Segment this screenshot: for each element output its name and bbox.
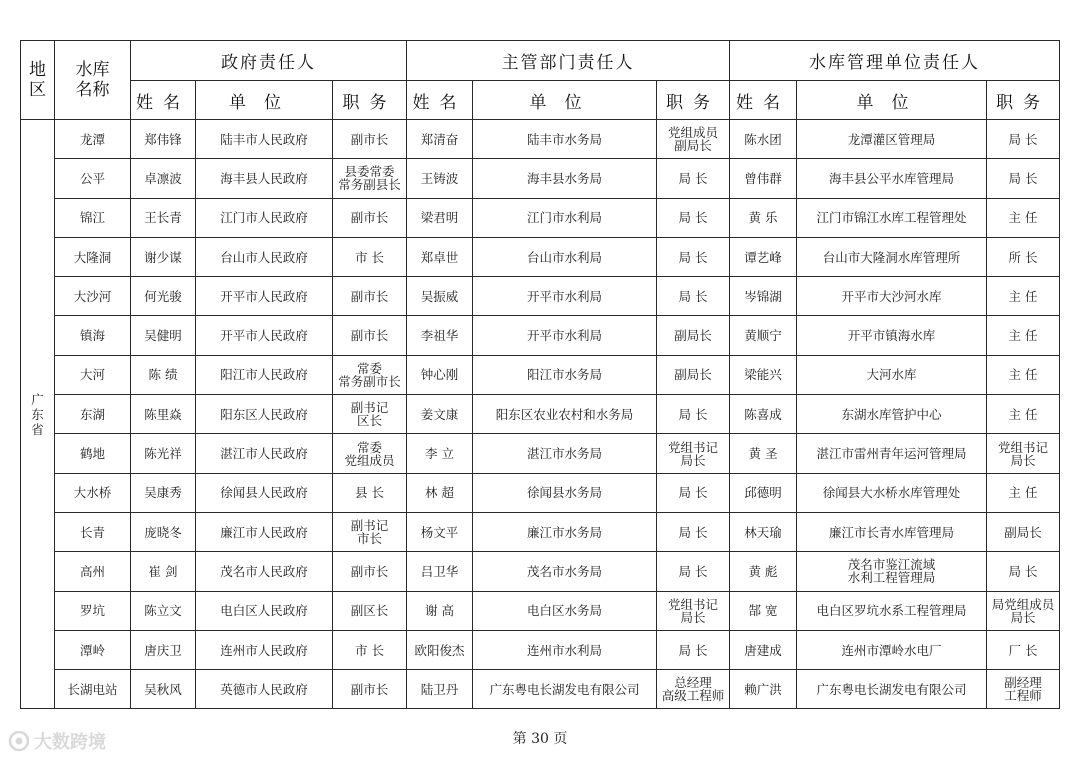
dept-name-cell: 郑卓世 — [407, 237, 473, 276]
table-row — [21, 512, 1060, 551]
gov-name-cell: 吴秋风 — [131, 670, 196, 709]
mgr-name-cell: 郜 宽 — [730, 591, 797, 630]
dept-title-cell: 党组书记 局长 — [657, 591, 730, 630]
gov-name-cell: 吴康秀 — [131, 473, 196, 512]
dept-unit-cell: 陆丰市水务局 — [473, 120, 657, 159]
dept-name-cell: 欧阳俊杰 — [407, 630, 473, 669]
header-mgr-name: 姓名 — [730, 81, 797, 120]
mgr-title-cell: 主 任 — [987, 198, 1060, 237]
gov-unit-cell: 连州市人民政府 — [196, 630, 333, 669]
dept-title-cell: 局 长 — [657, 198, 730, 237]
header-unit-group: 水库管理单位责任人 — [730, 41, 1060, 81]
dept-unit-cell: 湛江市水务局 — [473, 434, 657, 473]
gov-title-cell: 常委 党组成员 — [333, 434, 407, 473]
gov-unit-cell: 阳东区人民政府 — [196, 395, 333, 434]
mgr-title-cell: 主 任 — [987, 316, 1060, 355]
table-row — [21, 591, 1060, 630]
reservoir-name-cell: 东湖 — [55, 395, 131, 434]
reservoir-name-cell: 大水桥 — [55, 473, 131, 512]
gov-unit-cell: 台山市人民政府 — [196, 237, 333, 276]
mgr-name-cell: 黄 彪 — [730, 552, 797, 591]
dept-title-cell: 局 长 — [657, 630, 730, 669]
mgr-unit-cell: 开平市镇海水库 — [797, 316, 987, 355]
mgr-unit-cell: 江门市锦江水库工程管理处 — [797, 198, 987, 237]
mgr-name-cell: 陈喜成 — [730, 395, 797, 434]
region-cell — [21, 120, 55, 709]
mgr-unit-cell: 连州市潭岭水电厂 — [797, 630, 987, 669]
reservoir-name-cell: 公平 — [55, 159, 131, 198]
mgr-title-cell: 厂 长 — [987, 630, 1060, 669]
mgr-unit-cell: 大河水库 — [797, 355, 987, 394]
mgr-name-cell: 赖广洪 — [730, 670, 797, 709]
gov-title-cell: 副市长 — [333, 120, 407, 159]
reservoir-name-cell: 罗坑 — [55, 591, 131, 630]
mgr-unit-cell: 电白区罗坑水系工程管理局 — [797, 591, 987, 630]
mgr-title-cell: 所 长 — [987, 237, 1060, 276]
gov-unit-cell: 徐闻县人民政府 — [196, 473, 333, 512]
mgr-name-cell: 曾伟群 — [730, 159, 797, 198]
dept-unit-cell: 电白区水务局 — [473, 591, 657, 630]
dept-unit-cell: 台山市水利局 — [473, 237, 657, 276]
gov-unit-cell: 开平市人民政府 — [196, 316, 333, 355]
gov-title-cell: 副书记 区长 — [333, 395, 407, 434]
mgr-unit-cell: 广东粤电长湖发电有限公司 — [797, 670, 987, 709]
gov-name-cell: 何光骏 — [131, 277, 196, 316]
gov-title-cell: 副市长 — [333, 552, 407, 591]
mgr-name-cell: 黄顺宁 — [730, 316, 797, 355]
dept-name-cell: 郑清奋 — [407, 120, 473, 159]
reservoir-name-cell: 大隆洞 — [55, 237, 131, 276]
dept-unit-cell: 开平市水利局 — [473, 316, 657, 355]
header-dept-title: 职务 — [657, 81, 730, 120]
mgr-unit-cell: 东湖水库管护中心 — [797, 395, 987, 434]
reservoir-name-cell: 长青 — [55, 512, 131, 551]
dept-title-cell: 局 长 — [657, 395, 730, 434]
table-row — [21, 316, 1060, 355]
dept-name-cell: 谢 高 — [407, 591, 473, 630]
mgr-unit-cell: 开平市大沙河水库 — [797, 277, 987, 316]
reservoir-name-cell: 鹤地 — [55, 434, 131, 473]
mgr-title-cell: 副局长 — [987, 512, 1060, 551]
gov-unit-cell: 电白区人民政府 — [196, 591, 333, 630]
header-mgr-unit: 单位 — [797, 81, 987, 120]
gov-title-cell: 县 长 — [333, 473, 407, 512]
gov-name-cell: 陈立文 — [131, 591, 196, 630]
mgr-unit-cell: 茂名市鉴江流域 水利工程管理局 — [797, 552, 987, 591]
dept-title-cell: 副局长 — [657, 316, 730, 355]
mgr-name-cell: 黄 乐 — [730, 198, 797, 237]
dept-title-cell: 局 长 — [657, 277, 730, 316]
mgr-name-cell: 林天瑜 — [730, 512, 797, 551]
mgr-name-cell: 邱德明 — [730, 473, 797, 512]
gov-unit-cell: 陆丰市人民政府 — [196, 120, 333, 159]
reservoir-name-cell: 大河 — [55, 355, 131, 394]
dept-unit-cell: 茂名市水务局 — [473, 552, 657, 591]
dept-name-cell: 钟心刚 — [407, 355, 473, 394]
table-row — [21, 473, 1060, 512]
reservoir-name-cell: 镇海 — [55, 316, 131, 355]
mgr-title-cell: 党组书记 局长 — [987, 434, 1060, 473]
gov-title-cell: 市 长 — [333, 630, 407, 669]
gov-unit-cell: 海丰县人民政府 — [196, 159, 333, 198]
gov-title-cell: 市 长 — [333, 237, 407, 276]
header-dept-unit: 单位 — [473, 81, 657, 120]
mgr-title-cell: 局党组成员 局长 — [987, 591, 1060, 630]
table-row — [21, 434, 1060, 473]
header-gov-title: 职务 — [333, 81, 407, 120]
mgr-title-cell: 副经理 工程师 — [987, 670, 1060, 709]
gov-title-cell: 副书记 市长 — [333, 512, 407, 551]
dept-unit-cell: 连州市水利局 — [473, 630, 657, 669]
gov-unit-cell: 阳江市人民政府 — [196, 355, 333, 394]
table-row — [21, 395, 1060, 434]
reservoir-responsibility-table — [20, 40, 1060, 709]
dept-title-cell: 党组书记 局长 — [657, 434, 730, 473]
dept-title-cell: 党组成员 副局长 — [657, 120, 730, 159]
table-row — [21, 159, 1060, 198]
table-row — [21, 670, 1060, 709]
mgr-unit-cell: 龙潭灌区管理局 — [797, 120, 987, 159]
table-row — [21, 277, 1060, 316]
gov-name-cell: 陈里焱 — [131, 395, 196, 434]
mgr-unit-cell: 台山市大隆洞水库管理所 — [797, 237, 987, 276]
header-mgr-title: 职务 — [987, 81, 1060, 120]
gov-title-cell: 副市长 — [333, 670, 407, 709]
table-row — [21, 120, 1060, 159]
mgr-name-cell: 岑锦湖 — [730, 277, 797, 316]
gov-name-cell: 谢少谋 — [131, 237, 196, 276]
dept-name-cell: 王铸波 — [407, 159, 473, 198]
header-gov-group: 政府责任人 — [131, 41, 407, 81]
gov-unit-cell: 开平市人民政府 — [196, 277, 333, 316]
dept-name-cell: 李祖华 — [407, 316, 473, 355]
dept-unit-cell: 海丰县水务局 — [473, 159, 657, 198]
gov-name-cell: 吴健明 — [131, 316, 196, 355]
mgr-title-cell: 局 长 — [987, 552, 1060, 591]
mgr-unit-cell: 湛江市雷州青年运河管理局 — [797, 434, 987, 473]
dept-title-cell: 副局长 — [657, 355, 730, 394]
mgr-title-cell: 主 任 — [987, 473, 1060, 512]
header-gov-name: 姓名 — [131, 81, 196, 120]
dept-name-cell: 吴振威 — [407, 277, 473, 316]
gov-unit-cell: 江门市人民政府 — [196, 198, 333, 237]
table-body — [21, 120, 1060, 709]
mgr-name-cell: 梁能兴 — [730, 355, 797, 394]
dept-title-cell: 局 长 — [657, 159, 730, 198]
dept-unit-cell: 徐闻县水务局 — [473, 473, 657, 512]
dept-title-cell: 局 长 — [657, 473, 730, 512]
reservoir-name-cell: 大沙河 — [55, 277, 131, 316]
dept-unit-cell: 廉江市水务局 — [473, 512, 657, 551]
dept-unit-cell: 开平市水利局 — [473, 277, 657, 316]
mgr-unit-cell: 徐闻县大水桥水库管理处 — [797, 473, 987, 512]
gov-name-cell: 王长青 — [131, 198, 196, 237]
gov-name-cell: 陈 绩 — [131, 355, 196, 394]
reservoir-name-cell: 长湖电站 — [55, 670, 131, 709]
gov-unit-cell: 英德市人民政府 — [196, 670, 333, 709]
gov-unit-cell: 廉江市人民政府 — [196, 512, 333, 551]
page-number: 第 30 页 — [512, 731, 568, 747]
dept-name-cell: 杨文平 — [407, 512, 473, 551]
header-dept-name: 姓名 — [407, 81, 473, 120]
dept-unit-cell: 阳江市水务局 — [473, 355, 657, 394]
gov-title-cell: 副市长 — [333, 198, 407, 237]
header-reservoir-name: 水库名称 — [55, 41, 131, 120]
gov-unit-cell: 湛江市人民政府 — [196, 434, 333, 473]
mgr-title-cell: 局 长 — [987, 120, 1060, 159]
gov-name-cell: 崔 剑 — [131, 552, 196, 591]
region-label: 广东省 — [31, 391, 44, 437]
header-gov-unit: 单位 — [196, 81, 333, 120]
gov-name-cell: 庞晓冬 — [131, 512, 196, 551]
gov-name-cell: 陈光祥 — [131, 434, 196, 473]
table-row — [21, 630, 1060, 669]
dept-name-cell: 陆卫丹 — [407, 670, 473, 709]
mgr-unit-cell: 廉江市长青水库管理局 — [797, 512, 987, 551]
reservoir-name-cell: 潭岭 — [55, 630, 131, 669]
watermark-text: 大数跨境 — [34, 732, 106, 753]
header-dept-group: 主管部门责任人 — [407, 41, 730, 81]
mgr-name-cell: 陈水团 — [730, 120, 797, 159]
table-row — [21, 237, 1060, 276]
header-region: 地区 — [21, 41, 55, 120]
mgr-name-cell: 谭艺峰 — [730, 237, 797, 276]
dept-name-cell: 林 超 — [407, 473, 473, 512]
dept-unit-cell: 阳东区农业农村和水务局 — [473, 395, 657, 434]
mgr-title-cell: 主 任 — [987, 355, 1060, 394]
gov-unit-cell: 茂名市人民政府 — [196, 552, 333, 591]
gov-title-cell: 县委常委 常务副县长 — [333, 159, 407, 198]
dept-name-cell: 梁君明 — [407, 198, 473, 237]
gov-title-cell: 副市长 — [333, 316, 407, 355]
gov-title-cell: 副区长 — [333, 591, 407, 630]
mgr-title-cell: 主 任 — [987, 395, 1060, 434]
dept-name-cell: 吕卫华 — [407, 552, 473, 591]
mgr-title-cell: 局 长 — [987, 159, 1060, 198]
dept-title-cell: 局 长 — [657, 512, 730, 551]
mgr-title-cell: 主 任 — [987, 277, 1060, 316]
table-row — [21, 355, 1060, 394]
gov-title-cell: 副市长 — [333, 277, 407, 316]
gov-name-cell: 郑伟锋 — [131, 120, 196, 159]
dept-title-cell: 总经理 高级工程师 — [657, 670, 730, 709]
dept-name-cell: 李 立 — [407, 434, 473, 473]
reservoir-name-cell: 锦江 — [55, 198, 131, 237]
reservoir-name-cell: 龙潭 — [55, 120, 131, 159]
dept-unit-cell: 江门市水利局 — [473, 198, 657, 237]
gov-title-cell: 常委 常务副市长 — [333, 355, 407, 394]
gov-name-cell: 唐庆卫 — [131, 630, 196, 669]
dept-title-cell: 局 长 — [657, 552, 730, 591]
mgr-name-cell: 黄 圣 — [730, 434, 797, 473]
mgr-name-cell: 唐建成 — [730, 630, 797, 669]
table-row — [21, 552, 1060, 591]
dept-unit-cell: 广东粤电长湖发电有限公司 — [473, 670, 657, 709]
dept-title-cell: 局 长 — [657, 237, 730, 276]
gov-name-cell: 卓凛波 — [131, 159, 196, 198]
reservoir-name-cell: 高州 — [55, 552, 131, 591]
dept-name-cell: 姜文康 — [407, 395, 473, 434]
table-row — [21, 198, 1060, 237]
mgr-unit-cell: 海丰县公平水库管理局 — [797, 159, 987, 198]
